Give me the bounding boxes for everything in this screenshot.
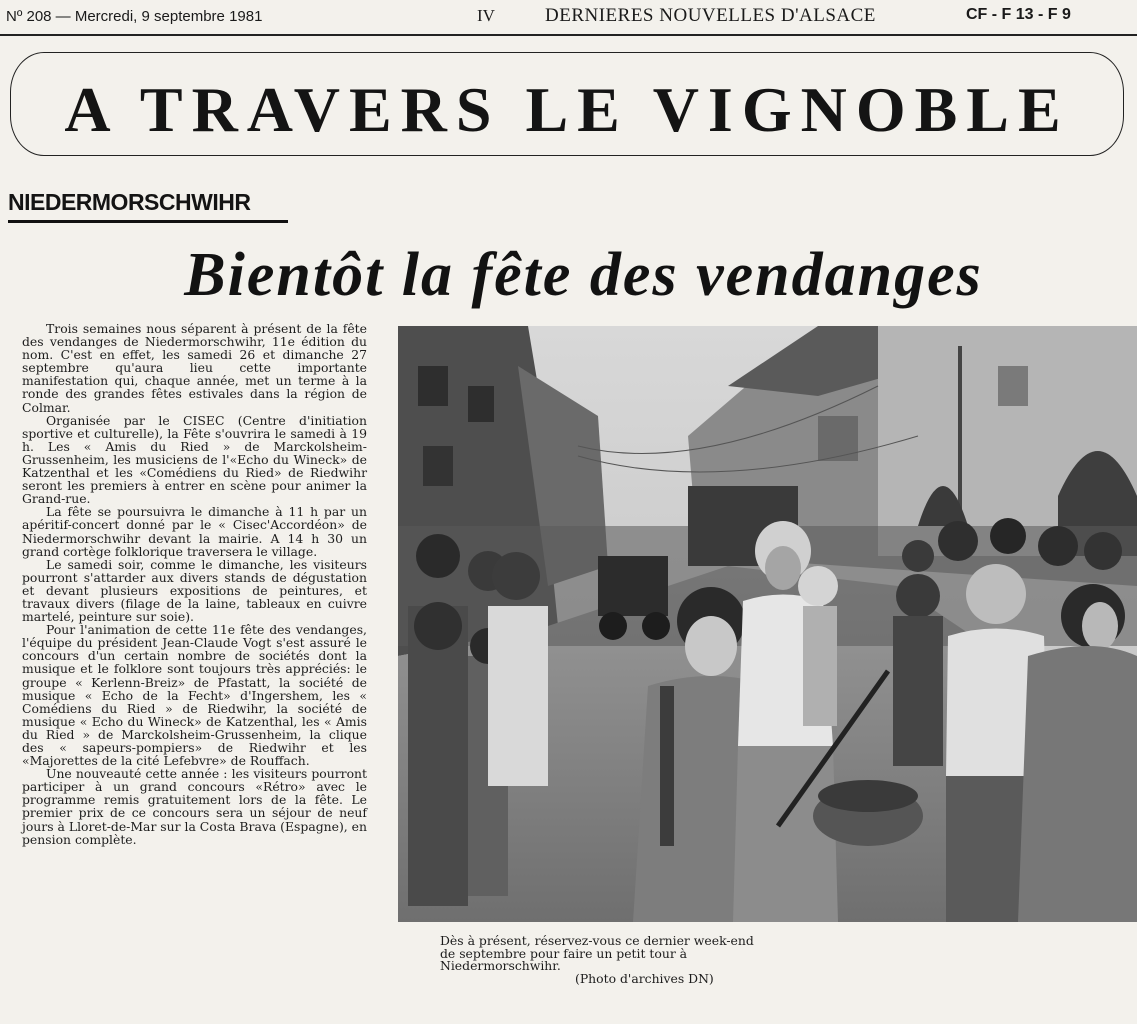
issue-date: Nº 208 — Mercredi, 9 septembre 1981 (6, 8, 263, 25)
page-number: IV (477, 6, 495, 25)
village-name: NIEDERMORSCHWIHR (8, 189, 251, 215)
caption-text: Dès à présent, réservez-vous ce dernier week-end de septembre pour faire un petit tour à Niedermorschwihr. (440, 933, 754, 974)
header-rule (0, 34, 1137, 36)
section-banner (10, 52, 1124, 156)
newspaper-name: DERNIERES NOUVELLES D'ALSACE (545, 5, 876, 26)
parade-photo (398, 326, 1137, 922)
article-body (22, 322, 367, 846)
photo-caption (440, 935, 760, 985)
article-paragraph: Le samedi soir, comme le dimanche, les visiteurs pourront s'attarder aux divers stands de dégustation et devant plusieurs expositions de peintures, et travaux divers (filage de la laine, tableaux en cuivre martelé, peinture sur soie). (22, 556, 367, 625)
article-paragraph: Pour l'animation de cette 11e fête des vendanges, l'équipe du président Jean-Claude Vogt s'est assuré le concours d'un certain nombre de sociétés dont la musique et le folklore sont toujours très appréciés: le groupe « Kerlenn-Breiz» de Pfastatt, la société de musique « Echo de la Fecht» d'Ingershem, les « Comédiens du Ried » de Riedwihr, la société de musique « Echo du Wineck» de Katzenthal, les « Amis du Ried » de Marckolsheim-Grussenheim, la clique des « sapeurs-pompiers» de Riedwihr et les «Majorettes de la cité Lefebvre» de Rouffach. (22, 622, 367, 769)
article-paragraph: La fête se poursuivra le dimanche à 11 h par un apéritif-concert donné par le « Cisec'Accordéon» de Niedermorschwihr devant la mairie. A 14 h 30 un grand cortège folklorique traversera le village. (22, 504, 367, 559)
photo-credit: (Photo d'archives DN) (575, 970, 714, 986)
page-header (0, 0, 1137, 34)
edition-codes: CF - F 13 - F 9 (966, 6, 1071, 23)
article-paragraph: Organisée par le CISEC (Centre d'initiation sportive et culturelle), la Fête s'ouvrira le samedi à 19 h. Les « Amis du Ried » de Marckolsheim-Grussenheim, les musiciens de l'«Echo du Wineck» de Katzenthal et les «Comédiens du Ried» de Riedwihr seront les premiers à entrer en scène pour animer la Grand-rue. (22, 412, 367, 507)
banner-title: A TRAVERS LE VIGNOBLE (64, 74, 1070, 145)
village-underline (8, 220, 288, 223)
parade-photo-illustration (398, 326, 1137, 922)
article-paragraph: Une nouveauté cette année : les visiteurs pourront participer à un grand concours «Rétro» avec le programme remis gratuitement lors de la fête. Le premier prix de ce concours sera un séjour de neuf jours à Lloret-de-Mar sur la Costa Brava (Espagne), en pension complète. (22, 766, 367, 847)
article-headline: Bientôt la fête des vendanges (184, 241, 983, 309)
article-paragraph: Trois semaines nous séparent à présent de la fête des vendanges de Niedermorschwihr, 11e édition du nom. C'est en effet, les samedi 26 et dimanche 27 septembre qu'aura lieu cette importante manifestation qui, chaque année, met un terme à la ronde des grandes fêtes estivales dans la région de Colmar. (22, 321, 367, 415)
